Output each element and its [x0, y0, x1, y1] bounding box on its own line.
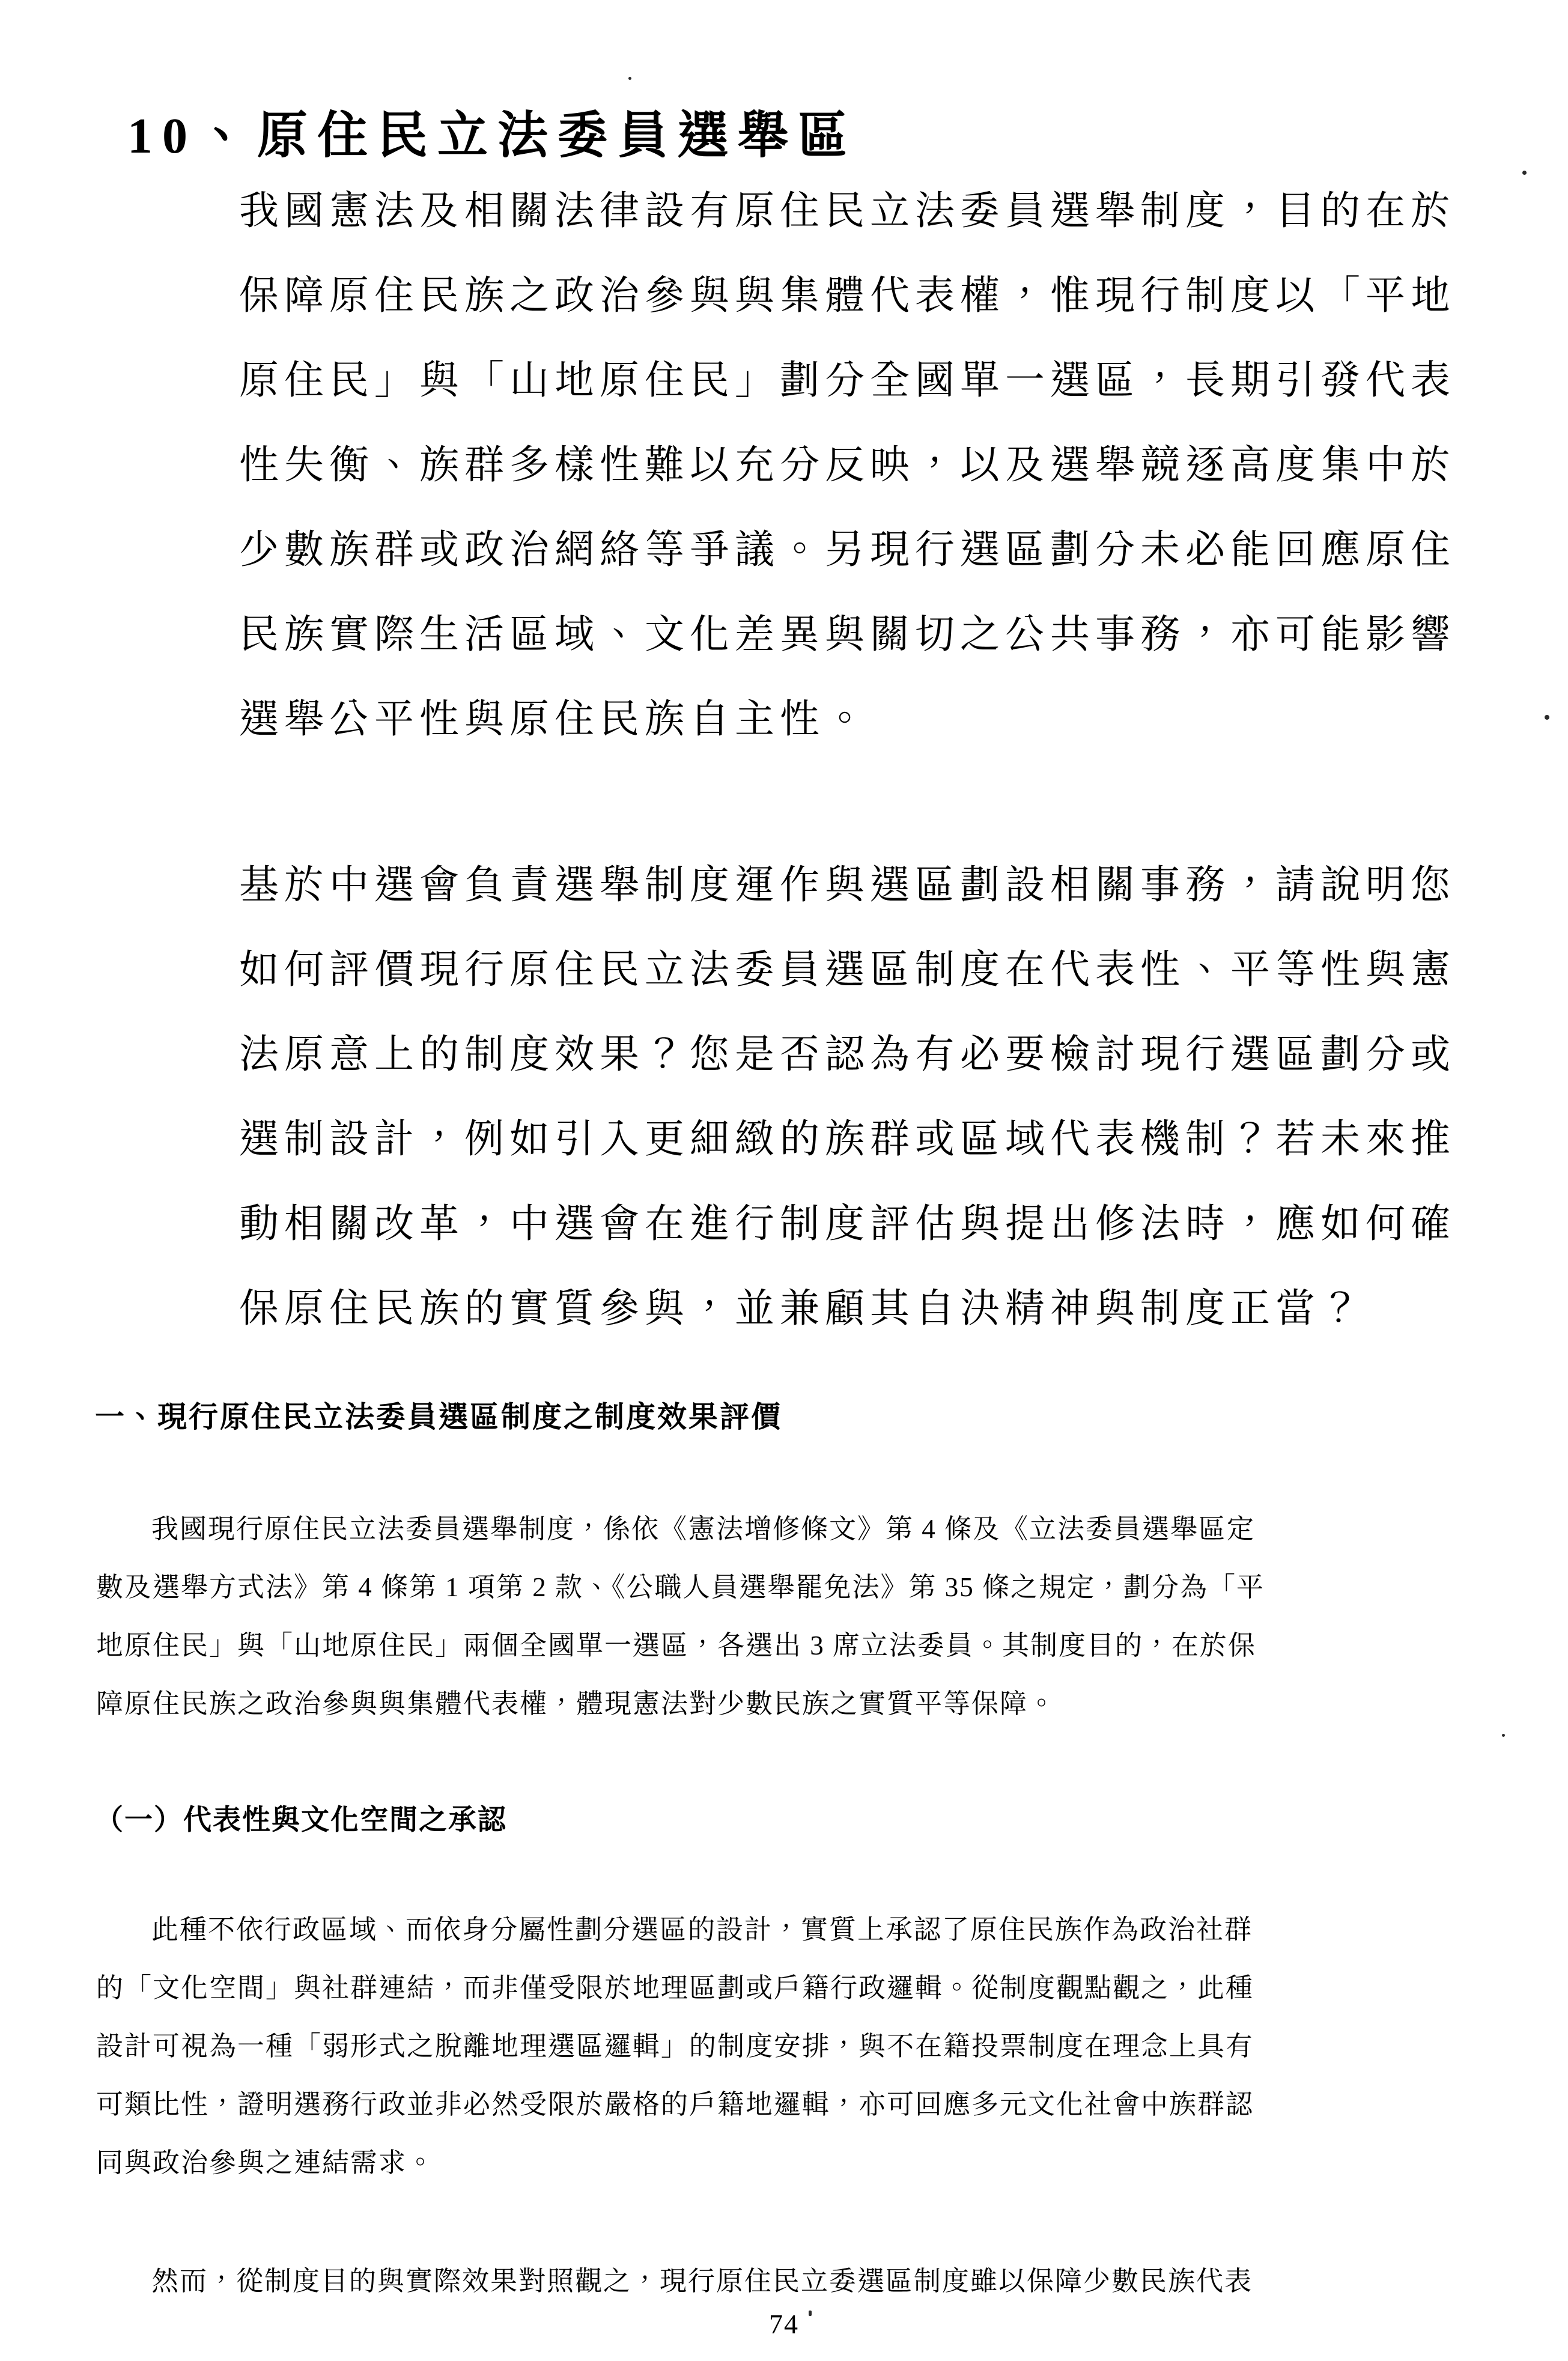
question-line: 民族實際生活區域、文化差異與關切之公共事務，亦可能影響	[239, 613, 1456, 657]
body-line: 障原住民族之政治參與與集體代表權，體現憲法對少數民族之實質平等保障。	[96, 1689, 1057, 1719]
page-number: 74	[769, 2309, 799, 2339]
question-line: 少數族群或政治網絡等爭議。另現行選區劃分未必能回應原住	[239, 528, 1456, 572]
question-paragraph-2	[239, 843, 1489, 1351]
question-line: 動相關改革，中選會在進行制度評估與提出修法時，應如何確	[239, 1202, 1456, 1246]
body-line: 同與政治參與之連結需求。	[96, 2148, 436, 2178]
scan-speck	[1522, 171, 1527, 175]
question-line: 法原意上的制度效果？您是否認為有必要檢討現行選區劃分或	[239, 1033, 1456, 1077]
question-line: 保障原住民族之政治參與與集體代表權，惟現行制度以「平地	[239, 274, 1456, 318]
body-line: 設計可視為一種「弱形式之脫離地理選區邏輯」的制度安排，與不在籍投票制度在理念上具有	[96, 2031, 1254, 2061]
page-title: 10、原住民立法委員選舉區	[127, 108, 858, 164]
question-line: 原住民」與「山地原住民」劃分全國單一選區，長期引發代表	[239, 359, 1456, 403]
question-line: 選制設計，例如引入更細緻的族群或區域代表機制？若未來推	[239, 1117, 1456, 1161]
question-line: 保原住民族的實質參與，並兼顧其自決精神與制度正當？	[239, 1287, 1366, 1331]
question-line: 基於中選會負責選舉制度運作與選區劃設相關事務，請說明您	[239, 863, 1456, 907]
scan-speck	[809, 2311, 812, 2316]
scan-speck	[628, 77, 631, 80]
section-1-heading: 一、現行原住民立法委員選區制度之制度效果評價	[95, 1401, 783, 1433]
body-line: 我國現行原住民立法委員選舉制度，係依《憲法增修條文》第 4 條及《立法委員選舉區定	[151, 1514, 1256, 1544]
scan-speck	[1502, 1734, 1505, 1737]
body-line: 然而，從制度目的與實際效果對照觀之，現行原住民立委選區制度雖以保障少數民族代表	[151, 2266, 1253, 2296]
question-line: 如何評價現行原住民立法委員選區制度在代表性、平等性與憲	[239, 948, 1456, 992]
question-line: 我國憲法及相關法律設有原住民立法委員選舉制度，目的在於	[239, 189, 1456, 233]
body-line: 此種不依行政區域、而依身分屬性劃分選區的設計，實質上承認了原住民族作為政治社群	[151, 1915, 1253, 1945]
body-line: 數及選舉方式法》第 4 條第 1 項第 2 款、《公職人員選舉罷免法》第 35 條之規定，劃分為「平	[96, 1572, 1265, 1602]
body-line: 可類比性，證明選務行政並非必然受限於嚴格的戶籍地邏輯，亦可回應多元文化社會中族群認	[96, 2089, 1254, 2119]
subsection-1-heading: （一）代表性與文化空間之承認	[95, 1803, 507, 1835]
question-line: 性失衡、族群多樣性難以充分反映，以及選舉競逐高度集中於	[239, 443, 1456, 487]
scan-speck	[1545, 715, 1549, 720]
closing-paragraph	[96, 2252, 1484, 2311]
question-paragraph-1	[239, 169, 1489, 762]
subsection-1-body	[96, 1901, 1484, 2192]
body-line: 的「文化空間」與社群連結，而非僅受限於地理區劃或戶籍行政邏輯。從制度觀點觀之，此種	[96, 1973, 1254, 2003]
question-line: 選舉公平性與原住民族自主性。	[239, 697, 870, 741]
body-line: 地原住民」與「山地原住民」兩個全國單一選區，各選出 3 席立法委員。其制度目的，在於保	[96, 1630, 1257, 1661]
section-1-body	[96, 1500, 1484, 1733]
